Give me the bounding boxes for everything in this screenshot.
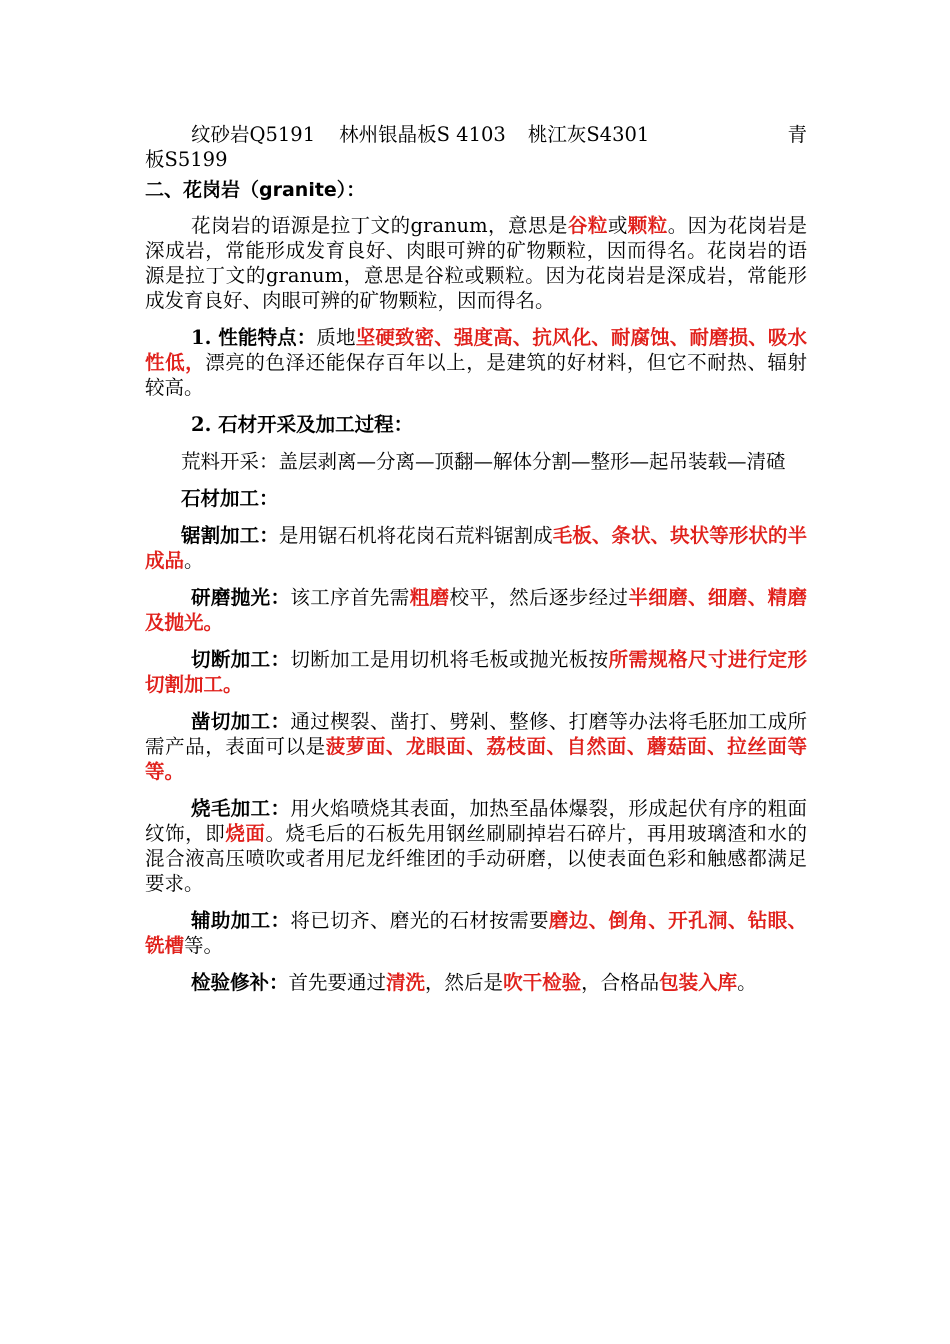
polish-highlight-2: 半细磨、细磨、精磨及抛光。 (145, 586, 807, 634)
cut-paragraph: 切断加工：切断加工是用切机将毛板或抛光板按所需规格尺寸进行定形切割加工。 (145, 648, 807, 696)
inspect-title: 检验修补： (191, 971, 289, 994)
stone-item-3: 桃江灰S4301 (527, 123, 650, 146)
polish-paragraph: 研磨抛光：该工序首先需粗磨校平，然后逐步经过半细磨、细磨、精磨及抛光。 (145, 586, 807, 634)
inspect-highlight-1: 清洗 (386, 971, 426, 994)
stone-item-2: 林州银晶板S 4103 (339, 123, 506, 146)
stone-item-4-start: 青 (787, 123, 807, 146)
inspect-paragraph: 检验修补：首先要通过清洗，然后是吹干检验，合格品包装入库。 (191, 971, 757, 994)
granite-intro-paragraph: 花岗岩的语源是拉丁文的granum，意思是谷粒或颗粒。因为花岗岩是深成岩，常能形成发育良好、肉眼可辨的矿物颗粒，因而得名。花岗岩的语源是拉丁文的granum，意思是谷粒或颗粒。因为花岗岩是深成岩，常能形成发育良好、肉眼可辨的矿物颗粒，因而得名。 (145, 214, 807, 312)
chisel-title: 凿切加工： (191, 710, 291, 733)
aux-title: 辅助加工： (191, 909, 291, 932)
chisel-highlight: 菠萝面、龙眼面、荔枝面、自然面、蘑菇面、拉丝面等等。 (145, 735, 807, 783)
inspect-highlight-3: 包装入库 (659, 971, 738, 994)
stone-item-4-end: 板S5199 (145, 148, 228, 171)
inspect-highlight-2: 吹干检验 (503, 971, 582, 994)
cut-highlight: 所需规格尺寸进行定形切割加工。 (145, 648, 807, 696)
aux-highlight: 磨边、倒角、开孔洞、钻眼、铣槽 (145, 909, 807, 957)
cut-title: 切断加工： (191, 648, 291, 671)
stone-list-line (145, 122, 807, 172)
flame-highlight: 烧面 (225, 822, 266, 845)
section-heading-granite: 二、花岗岩（granite）： (145, 179, 366, 201)
polish-highlight-1: 粗磨 (409, 586, 450, 609)
saw-paragraph: 锯割加工：是用锯石机将花岗石荒料锯割成毛板、条状、块状等形状的半成品。 (145, 524, 807, 572)
quarry-paragraph: 荒料开采：盖层剥离—分离—顶翻—解体分割—整形—起吊装载—清碴 (181, 450, 786, 473)
highlight-granule: 颗粒 (627, 214, 668, 237)
performance-title: 1. 性能特点： (191, 326, 317, 349)
process-heading: 2. 石材开采及加工过程： (191, 413, 414, 436)
polish-title: 研磨抛光： (191, 586, 291, 609)
stone-item-1: 纹砂岩Q5191 (191, 123, 316, 146)
flame-title: 烧毛加工： (191, 797, 291, 820)
flame-paragraph: 烧毛加工：用火焰喷烧其表面，加热至晶体爆裂，形成起伏有序的粗面纹饰，即烧面。烧毛后的石板先用钢丝刷刷掉岩石碎片，再用玻璃渣和水的混合液高压喷吹或者用尼龙纤维团的手动研磨，以使表面色彩和触感都满足要求。 (145, 797, 807, 895)
chisel-paragraph: 凿切加工：通过楔裂、凿打、劈剁、整修、打磨等办法将毛胚加工成所需产品，表面可以是菠萝面、龙眼面、荔枝面、自然面、蘑菇面、拉丝面等等。 (145, 710, 807, 783)
aux-paragraph: 辅助加工：将已切齐、磨光的石材按需要磨边、倒角、开孔洞、钻眼、铣槽等。 (145, 909, 807, 957)
document-page (145, 122, 807, 1007)
highlight-grain: 谷粒 (567, 214, 608, 237)
performance-paragraph: 1. 性能特点：质地坚硬致密、强度高、抗风化、耐腐蚀、耐磨损、吸水性低，漂亮的色泽还能保存百年以上，是建筑的好材料，但它不耐热、辐射较高。 (145, 326, 807, 399)
performance-highlight: 坚硬致密、强度高、抗风化、耐腐蚀、耐磨损、吸水性低， (145, 326, 807, 374)
processing-title: 石材加工： (181, 487, 279, 510)
saw-title: 锯割加工： (181, 524, 279, 547)
saw-highlight: 毛板、条状、块状等形状的半成品 (145, 524, 807, 572)
